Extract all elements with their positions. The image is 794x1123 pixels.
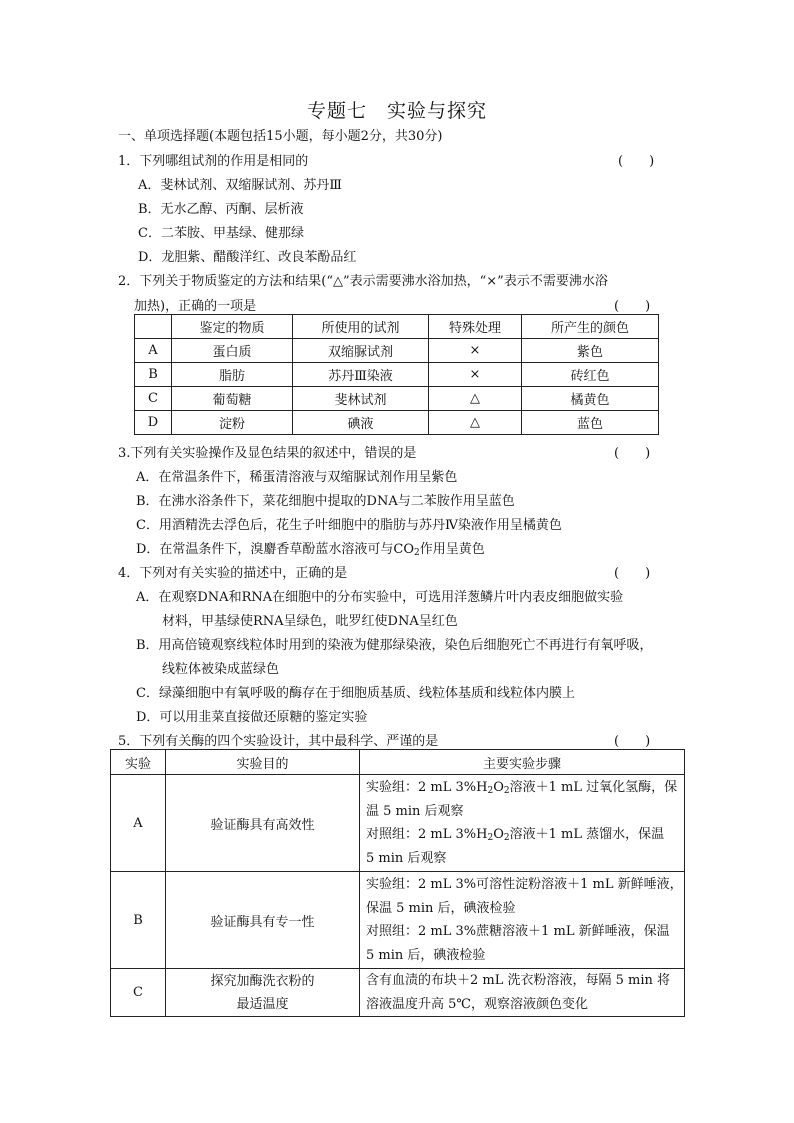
step-line: 对照组：2 mL 3%蔗糖溶液＋1 mL 新鲜唾液，保温 bbox=[366, 924, 670, 939]
step-text: 实验组：2 mL 3%H bbox=[366, 780, 488, 795]
table-cell: 脂肪 bbox=[172, 363, 293, 387]
table-cell: 葡萄糖 bbox=[172, 387, 293, 411]
q3-answer-bracket[interactable]: ( ) bbox=[614, 446, 651, 461]
table-header-cell bbox=[135, 315, 172, 339]
q1-option-a[interactable]: A．斐林试剂、双缩脲试剂、苏丹Ⅲ bbox=[138, 178, 342, 193]
q1-option-b[interactable]: B．无水乙醇、丙酮、层析液 bbox=[138, 202, 304, 217]
table-cell: 蓝色 bbox=[522, 411, 659, 435]
table-row bbox=[135, 411, 659, 435]
subscript: 2 bbox=[487, 786, 494, 796]
q2-stem-line1: 2．下列关于物质鉴定的方法和结果(“△”表示需要沸水浴加热，“×”表示不需要沸水浴 bbox=[118, 274, 608, 289]
step-text: 溶液＋1 mL 蒸馏水，保温 bbox=[509, 827, 665, 842]
table-cell: 碘液 bbox=[293, 411, 429, 435]
q3-option-c[interactable]: C．用酒精洗去浮色后，花生子叶细胞中的脂肪与苏丹Ⅳ染液作用呈橘黄色 bbox=[136, 518, 562, 533]
q1-option-c[interactable]: C．二苯胺、甲基绿、健那绿 bbox=[138, 226, 304, 241]
q4-option-b-cont: 线粒体被染成蓝绿色 bbox=[162, 662, 280, 677]
table-cell: C bbox=[111, 969, 166, 1017]
step-line bbox=[360, 823, 684, 847]
q4-option-b[interactable]: B．用高倍镜观察线粒体时用到的染液为健那绿染液，染色后细胞死亡不再进行有氧呼吸， bbox=[136, 638, 653, 653]
step-text: O bbox=[493, 780, 504, 795]
table-header-cell: 所产生的颜色 bbox=[522, 315, 659, 339]
q4-answer-bracket[interactable]: ( ) bbox=[614, 566, 651, 581]
table-cell: 紫色 bbox=[522, 339, 659, 363]
table-header-row bbox=[135, 315, 659, 339]
step-line: 保温 5 min 后，碘液检验 bbox=[366, 900, 516, 916]
table-cell: 苏丹Ⅲ染液 bbox=[293, 363, 429, 387]
table-header-cell: 实验 bbox=[111, 750, 166, 775]
step-line: 5 min 后，碘液检验 bbox=[366, 947, 486, 963]
table-row bbox=[111, 775, 685, 872]
table-cell: △ bbox=[429, 411, 522, 435]
q4-stem: 4．下列对有关实验的描述中，正确的是 bbox=[118, 566, 348, 581]
table-row bbox=[135, 339, 659, 363]
table-cell: A bbox=[111, 775, 166, 872]
step-line: 实验组：2 mL 3%可溶性淀粉溶液＋1 mL 新鲜唾液， bbox=[366, 877, 683, 892]
table-cell: 斐林试剂 bbox=[293, 387, 429, 411]
subscript: 2 bbox=[487, 833, 494, 843]
step-text: O bbox=[493, 827, 504, 842]
purpose-line: 最适温度 bbox=[236, 996, 289, 1012]
q5-stem: 5．下列有关酶的四个实验设计，其中最科学、严谨的是 bbox=[118, 734, 439, 749]
q5-answer-bracket[interactable]: ( ) bbox=[614, 734, 651, 749]
q4-option-c[interactable]: C．绿藻细胞中有氧呼吸的酶存在于细胞质基质、线粒体基质和线粒体内膜上 bbox=[136, 686, 575, 701]
table-cell: B bbox=[111, 872, 166, 969]
table-cell: 验证酶具有高效性 bbox=[166, 775, 360, 872]
q1-option-d[interactable]: D．龙胆紫、醋酸洋红、改良苯酚品红 bbox=[138, 250, 357, 265]
q3-option-d-text: D．在常温条件下，溴麝香草酚蓝水溶液可与CO bbox=[136, 542, 415, 557]
table-cell: × bbox=[429, 363, 522, 387]
q3-option-d-text: 作用呈黄色 bbox=[419, 542, 485, 557]
table-cell bbox=[360, 775, 685, 872]
table-cell bbox=[360, 969, 685, 1017]
table-header-cell: 主要实验步骤 bbox=[360, 750, 685, 775]
table-cell: A bbox=[135, 339, 172, 363]
table-cell: 砖红色 bbox=[522, 363, 659, 387]
table-cell: C bbox=[135, 387, 172, 411]
step-line: 溶液温度升高 5℃，观察溶液颜色变化 bbox=[366, 996, 588, 1012]
table-header-cell: 所使用的试剂 bbox=[293, 315, 429, 339]
table-cell: × bbox=[429, 339, 522, 363]
table-row bbox=[111, 969, 685, 1017]
table-header-row bbox=[111, 750, 685, 775]
page-title: 专题七 实验与探究 bbox=[306, 100, 487, 122]
subscript: 2 bbox=[414, 548, 420, 558]
q4-option-a[interactable]: A．在观察DNA和RNA在细胞中的分布实验中，可选用洋葱鳞片叶内表皮细胞做实验 bbox=[136, 590, 624, 605]
step-line: 5 min 后观察 bbox=[366, 850, 447, 866]
step-text: 溶液＋1 mL 过氧化氢酶，保 bbox=[509, 780, 678, 795]
q2-stem-line2: 加热)，正确的一项是 bbox=[134, 299, 257, 314]
q4-option-a-cont: 材料，甲基绿使RNA呈绿色，吡罗红使DNA呈红色 bbox=[162, 614, 458, 629]
table-row bbox=[135, 363, 659, 387]
q3-stem: 3.下列有关实验操作及显色结果的叙述中，错误的是 bbox=[118, 446, 417, 461]
step-text: 对照组：2 mL 3%H bbox=[366, 827, 488, 842]
step-line: 含有血渍的布块＋2 mL 洗衣粉溶液，每隔 5 min 将 bbox=[366, 973, 671, 988]
table-cell: 蛋白质 bbox=[172, 339, 293, 363]
purpose-line: 探究加酶洗衣粉的 bbox=[210, 973, 315, 989]
subscript: 2 bbox=[503, 786, 510, 796]
table-header-cell: 特殊处理 bbox=[429, 315, 522, 339]
q2-answer-bracket[interactable]: ( ) bbox=[614, 299, 651, 314]
table-cell: △ bbox=[429, 387, 522, 411]
q3-option-a[interactable]: A．在常温条件下，稀蛋清溶液与双缩脲试剂作用呈紫色 bbox=[136, 470, 458, 485]
table-row bbox=[135, 387, 659, 411]
table-cell: 橘黄色 bbox=[522, 387, 659, 411]
table-cell bbox=[166, 969, 360, 1017]
q2-table bbox=[134, 314, 659, 435]
table-cell: 双缩脲试剂 bbox=[293, 339, 429, 363]
table-cell: 验证酶具有专一性 bbox=[166, 872, 360, 969]
table-header-cell: 实验目的 bbox=[166, 750, 360, 775]
q3-option-b[interactable]: B．在沸水浴条件下，菜花细胞中提取的DNA与二苯胺作用呈蓝色 bbox=[136, 494, 515, 509]
table-cell: B bbox=[135, 363, 172, 387]
subscript: 2 bbox=[503, 833, 510, 843]
table-cell: 淀粉 bbox=[172, 411, 293, 435]
q5-table bbox=[110, 749, 685, 1017]
table-row bbox=[111, 872, 685, 969]
q3-option-d[interactable] bbox=[136, 538, 485, 557]
q4-option-d[interactable]: D．可以用韭菜直接做还原糖的鉴定实验 bbox=[136, 710, 368, 725]
table-cell: D bbox=[135, 411, 172, 435]
section-heading: 一、单项选择题(本题包括15小题，每小题2分，共30分) bbox=[118, 129, 443, 144]
q1-answer-bracket[interactable]: ( ) bbox=[618, 154, 655, 169]
q1-stem: 1．下列哪组试剂的作用是相同的 bbox=[118, 154, 309, 169]
table-cell bbox=[360, 872, 685, 969]
table-header-cell: 鉴定的物质 bbox=[172, 315, 293, 339]
step-line bbox=[360, 776, 684, 800]
step-line: 温 5 min 后观察 bbox=[366, 803, 464, 819]
